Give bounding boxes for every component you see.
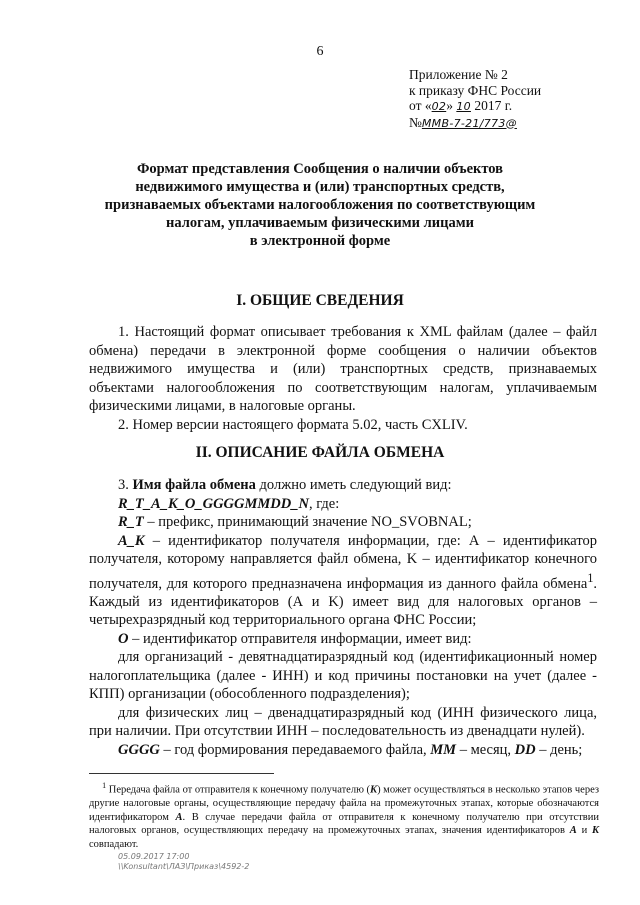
date-month: 10: [456, 100, 471, 113]
date-day: 02: [431, 100, 447, 113]
appendix-line1: Приложение № 2: [409, 67, 508, 82]
rt-definition: [89, 513, 597, 532]
footnote-separator: [89, 773, 274, 774]
rt-key: R_T: [118, 514, 144, 530]
section2-body: [89, 476, 597, 759]
appendix-line2: к приказу ФНС России: [409, 82, 542, 98]
num-prefix: №: [409, 114, 422, 130]
section1-heading: I. ОБЩИЕ СВЕДЕНИЯ: [236, 292, 404, 309]
org-definition: для организаций - девятнадцатиразрядный код (идентификационный номер налогоплательщика (далее - ИНН) и код причины постановки на учет (далее - КПП) организации (обособленного подразделения);: [89, 649, 597, 703]
footnote-number: 1: [102, 781, 107, 790]
gggg-text: – год формирования передаваемого файла,: [163, 741, 427, 758]
mm-key: MM: [430, 741, 457, 758]
footnote: [89, 779, 599, 851]
title-line: недвижимого имущества и (или) транспортных средств,: [135, 179, 505, 195]
footnote-k: K: [370, 784, 378, 796]
pattern: R_T_A_K_O_GGGGMMDD_N: [118, 495, 309, 512]
file-stamp: [118, 852, 249, 871]
o-text: – идентификатор отправителя информации, имеет вид:: [132, 630, 472, 647]
footnote-text: совпадают.: [89, 838, 139, 850]
ak-key: A_K: [118, 532, 145, 549]
ak-text2: . Каждый из идентификаторов (А и K) имеет вид для налоговых органов – четырехразрядный код территориального органа ФНС России;: [89, 575, 597, 629]
p3-rest: должно иметь следующий вид:: [259, 477, 452, 493]
title-line: налогам, уплачиваемым физическими лицами: [166, 215, 474, 231]
ak-text: – идентификатор получателя информации, где: А – идентификатор получателя, которому направляется файл обмена, K – идентификатор конечного получателя, для которого предназначена информация из данного файла обмена: [89, 532, 598, 592]
num-value: ММВ-7-21/773@: [421, 116, 517, 130]
section1-body: [89, 323, 597, 434]
paragraph-2: 2. Номер версии настоящего формата 5.02, часть CXLIV.: [118, 416, 468, 433]
gggg-key: GGGG: [118, 741, 160, 758]
paragraph-3: [89, 476, 597, 495]
date-prefix: от «: [409, 98, 432, 113]
appendix-order-number: [409, 115, 541, 132]
p3-num: 3.: [118, 477, 129, 493]
fiz-definition: для физических лиц – двенадцатиразрядный код (ИНН физического лица, при наличии. При отсутствии ИНН – последовательность из двенадцати нулей).: [89, 704, 597, 740]
footnote-text: и: [581, 825, 588, 836]
document-title: [90, 160, 550, 250]
footnote-a: А: [569, 825, 577, 836]
date-year: 2017 г.: [474, 98, 513, 113]
o-definition: [89, 630, 597, 649]
footnote-a: А: [175, 811, 183, 823]
title-line: Формат представления Сообщения о наличии объектов: [136, 161, 504, 177]
footnote-text: ) может осуществляться в несколько этапов через другие налоговые органы, осуществляющие передачу файла на промежуточных этапах, которые обозначаются идентификатором: [89, 784, 600, 823]
section2-heading: II. ОПИСАНИЕ ФАЙЛА ОБМЕНА: [195, 444, 445, 461]
stamp-line: 05.09.2017 17:00: [118, 852, 190, 861]
date-parts-definition: [89, 741, 597, 760]
footnote-text: . В случае передачи файла от отправителя к конечному получателю при отсутствии налоговых органов, осуществляющих передачу на промежуточных этапах, значения идентификаторов: [89, 811, 600, 836]
ak-definition: [89, 532, 597, 630]
p3-bold: Имя файла обмена: [132, 477, 256, 493]
title-line: в электронной форме: [249, 233, 391, 249]
footnote-k: K: [592, 825, 600, 836]
date-mid: »: [446, 98, 453, 113]
pattern-tail: , где:: [308, 495, 340, 512]
appendix-date: [409, 98, 541, 115]
rt-text: – префикс, принимающий значение NO_SVOBNAL;: [147, 514, 472, 530]
paragraph-1: 1. Настоящий формат описывает требования к XML файлам (далее – файл обмена) передачи в электронной форме сообщения о наличии объектов недвижимого имущества и (или) транспортных средств, признаваемых объектами налогообложения по соответствующим налогам, уплачиваемым физическими лицами, в налоговые органы.: [89, 324, 597, 414]
appendix-block: [409, 67, 541, 131]
dd-text: – день;: [539, 741, 583, 758]
footnote-text: Передача файла от отправителя к конечному получателю (: [108, 784, 371, 796]
page-number: 6: [316, 44, 324, 59]
title-line: признаваемых объектами налогообложения по соответствующим: [104, 197, 536, 213]
dd-key: DD: [514, 741, 536, 758]
footnote-ref: 1: [587, 570, 594, 585]
file-name-pattern: [89, 495, 597, 514]
o-key: O: [118, 630, 129, 647]
stamp-line: \\Konsultant\ЛАЗ\Приказ\4592-2: [118, 861, 250, 871]
mm-text: – месяц,: [459, 741, 512, 758]
